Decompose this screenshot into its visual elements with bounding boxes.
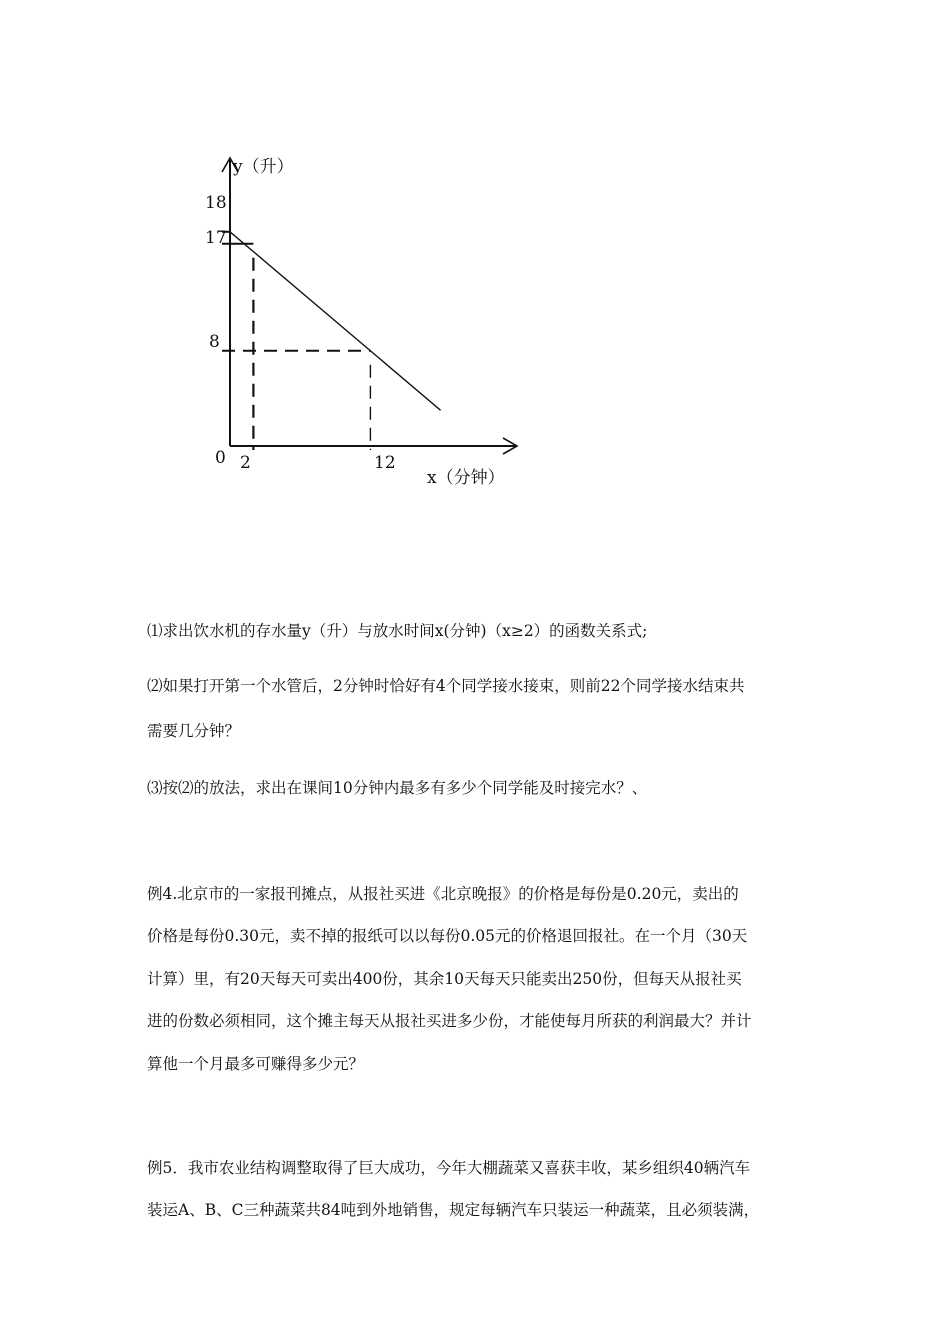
guide-lines	[222, 232, 370, 450]
y-tick-label-8: 8	[209, 332, 220, 352]
question-1: ⑴求出饮水机的存水量y（升）与放水时间x(分钟)（x≥2）的函数关系式;	[147, 622, 648, 640]
example-4-line-5: 算他一个月最多可赚得多少元？	[147, 1055, 365, 1073]
example-4-line-4: 进的份数必须相同，这个摊主每天从报社买进多少份，才能使每月所获的利润最大？并计	[147, 1012, 752, 1030]
x-tick-label-12: 12	[374, 453, 396, 473]
example-5-line-1: 例5．我市农业结构调整取得了巨大成功，今年大棚蔬菜又喜获丰收，某乡组织40辆汽车	[147, 1159, 751, 1177]
y-tick-label-17: 17	[205, 228, 227, 248]
y-tick-label-18: 18	[205, 193, 227, 213]
origin-label: 0	[215, 448, 226, 468]
example-4-line-1: 例4.北京市的一家报刊摊点，从报社买进《北京晚报》的价格是每份是0.20元，卖出的	[147, 885, 739, 903]
example-4-line-2: 价格是每份0.30元，卖不掉的报纸可以以每份0.05元的价格退回报社。在一个月（30天	[147, 927, 748, 945]
function-graph	[195, 150, 535, 495]
x-tick-label-2: 2	[240, 453, 251, 473]
y-axis-label: y（升）	[233, 157, 294, 177]
example-5-line-2: 装运A、B、C三种蔬菜共84吨到外地销售，规定每辆汽车只装运一种蔬菜，且必须装满，	[147, 1201, 760, 1219]
question-2-line-2: 需要几分钟？	[147, 722, 241, 740]
question-3: ⑶按⑵的放法，求出在课间10分钟内最多有多少个同学能及时接完水？、	[147, 779, 648, 797]
graph-svg	[195, 150, 535, 495]
x-axis-label: x（分钟）	[427, 468, 505, 488]
example-4-line-3: 计算）里，有20天每天可卖出400份，其余10天每天只能卖出250份，但每天从报社买	[147, 970, 742, 988]
question-2-line-1: ⑵如果打开第一个水管后，2分钟时恰好有4个同学接水接束，则前22个同学接水结束共	[147, 677, 745, 695]
function-line	[230, 232, 441, 410]
